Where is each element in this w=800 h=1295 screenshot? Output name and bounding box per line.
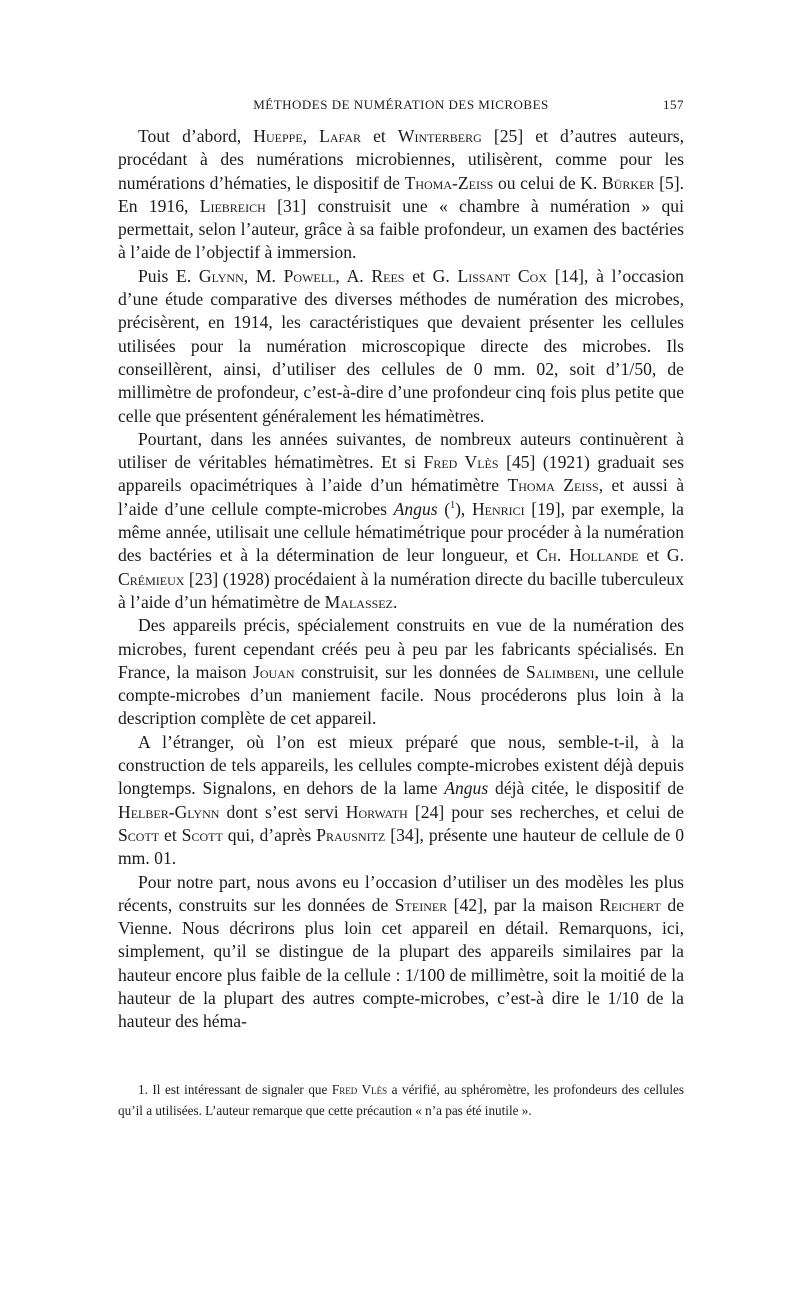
- text-run: [24] pour ses recherches, et celui de: [407, 801, 684, 822]
- paragraph: [118, 265, 684, 428]
- paragraph: [118, 125, 684, 265]
- body-text: [118, 125, 684, 1034]
- author-name: Malassez: [324, 591, 393, 612]
- text-run: [34], présente une hauteur de cellule de 0 mm. 01.: [118, 824, 684, 869]
- author-name: Rees: [371, 265, 405, 286]
- text-run: [14], à l’occasion d’une étude comparative des diverses méthodes de numération des microbes, précisèrent, en 1914, les caractéristiques que devaient présenter les cellules utilisées pour la numération microscopique directe des microbes. Ils conseillèrent, ainsi, d’utiliser des cellules de 0 mm. 02, soit d’1/50, de millimètre de profondeur, c’est-à-dire d’une profondeur cinq fois plus petite que celle que présentent généralement les hématimètres.: [118, 265, 684, 426]
- paragraph: [118, 428, 684, 614]
- author-name: Powell: [283, 265, 336, 286]
- text-run: [19], par exemple, la même année, utilisait une cellule hématimétrique pour procéder à la numération des bactéries et à la détermination de leur longueur, et: [118, 498, 684, 566]
- author-name: Crémieux: [118, 568, 185, 589]
- text-run: Puis E.: [138, 265, 199, 286]
- footnote-text: [118, 1080, 684, 1121]
- running-header: [118, 93, 684, 115]
- text-run: ,: [302, 126, 320, 146]
- text-run: [31] construisit une « chambre à numération » qui permettait, selon l’auteur, grâce à sa faible profondeur, un examen des bactéries à l’aide de l’objectif à immersion.: [118, 195, 684, 263]
- author-name: Henrici: [471, 498, 525, 519]
- paragraph: [118, 731, 684, 871]
- author-name: Horwath: [345, 801, 408, 822]
- author-name: Liebreich: [199, 195, 266, 216]
- author-name: Thoma Zeiss: [507, 475, 599, 496]
- text-run: Pourtant, dans les années suivantes, de nombreux auteurs continuèrent à utiliser de véritables hématimètres. Et si: [118, 428, 684, 473]
- text-run: a vérifié, au sphéromètre, les profondeurs des cellules qu’il a utilisées. L’auteur remarque que cette précaution « n’a pas été inutile ».: [118, 1082, 684, 1118]
- author-name: Prausnitz: [316, 824, 386, 845]
- text-run: [5]. En 1916,: [118, 172, 684, 216]
- author-name: Glynn: [198, 265, 244, 286]
- italic-term: Angus: [444, 778, 489, 799]
- text-run: Des appareils précis, spécialement construits en vue de la numération des microbes, furent cependant créés peu à peu par les fabricants spécialisés. En France, la maison: [118, 615, 684, 682]
- text-run: ),: [455, 498, 472, 519]
- author-name: Hueppe: [253, 126, 303, 146]
- text-run: , A.: [335, 265, 372, 286]
- paragraph: [118, 614, 684, 730]
- author-name: Lissant Cox: [457, 265, 547, 286]
- author-name: Fred Vlès: [423, 452, 499, 473]
- italic-term: Angus: [393, 498, 438, 519]
- author-name: Reichert: [599, 894, 661, 915]
- paragraph: [118, 871, 684, 1034]
- text-run: et G.: [638, 545, 684, 566]
- author-name: Jouan: [253, 661, 295, 682]
- text-run: 1. Il est intéressant de signaler que: [138, 1082, 332, 1097]
- text-run: Pour notre part, nous avons eu l’occasion d’utiliser un des modèles les plus récents, construits sur les données de: [118, 871, 684, 915]
- page-number: 157: [663, 97, 684, 112]
- author-name: Steiner: [394, 894, 448, 915]
- running-title: MÉTHODES DE NUMÉRATION DES MICROBES: [253, 97, 549, 112]
- text-run: (: [437, 498, 451, 519]
- text-run: et: [361, 126, 398, 146]
- text-run: [23] (1928) procédaient à la numération directe du bacille tuberculeux à l’aide d’un hématimètre de: [118, 568, 684, 612]
- text-run: qui, d’après: [222, 824, 317, 845]
- text-run: déjà citée, le dispositif de: [488, 778, 684, 799]
- text-run: , M.: [243, 265, 284, 286]
- text-run: dont s’est servi: [219, 801, 346, 822]
- author-name: Fred Vlès: [331, 1082, 388, 1097]
- text-run: [45] (1921) graduait ses appareils opacimétriques à l’aide d’un hématimètre: [118, 452, 685, 496]
- author-name: Salimbeni: [526, 661, 595, 682]
- author-name: Ch. Hollande: [536, 545, 639, 566]
- text-run: .: [392, 591, 398, 612]
- author-name: Winterberg: [397, 126, 482, 146]
- author-name: Scott: [181, 824, 223, 845]
- author-name: Bürker: [602, 172, 655, 193]
- author-name: Thoma-Zeiss: [404, 172, 494, 193]
- text-run: Tout d’abord,: [138, 126, 254, 146]
- footnote: [118, 1080, 684, 1121]
- text-run: , une cellule compte-microbes d’un maniement facile. Nous procéderons plus loin à la description complète de cet appareil.: [118, 661, 684, 729]
- author-name: Helber-Glynn: [118, 801, 220, 822]
- text-run: ou celui de K.: [493, 172, 603, 193]
- text-run: construisit, sur les données de: [294, 661, 527, 682]
- text-run: de Vienne. Nous décrirons plus loin cet appareil en détail. Remarquons, ici, simplement, qu’il se distingue de la plupart des appareils similaires par la hauteur encore plus faible de la cellule : 1/100 de millimètre, soit la moitié de la hauteur de la plupart des autres compte-microbes, c’est-à dire le 1/10 de la hauteur des héma-: [118, 894, 685, 1032]
- author-name: Lafar: [319, 126, 362, 146]
- text-run: et G.: [404, 265, 458, 286]
- text-run: [25] et d’autres auteurs, procédant à des numérations microbiennes, utilisèrent, comme pour les numérations d’hématies, le dispositif de: [118, 126, 684, 193]
- text-run: et: [159, 824, 182, 845]
- text-run: [42], par la maison: [447, 894, 600, 915]
- author-name: Scott: [118, 824, 160, 845]
- text-run: , et aussi à l’aide d’une cellule compte-microbes: [118, 475, 685, 519]
- footnote-ref: 1: [450, 499, 456, 511]
- text-run: A l’étranger, où l’on est mieux préparé que nous, semble-t-il, à la construction de tels appareils, les cellules compte-microbes existent déjà depuis longtemps. Signalons, en dehors de la lame: [118, 731, 684, 799]
